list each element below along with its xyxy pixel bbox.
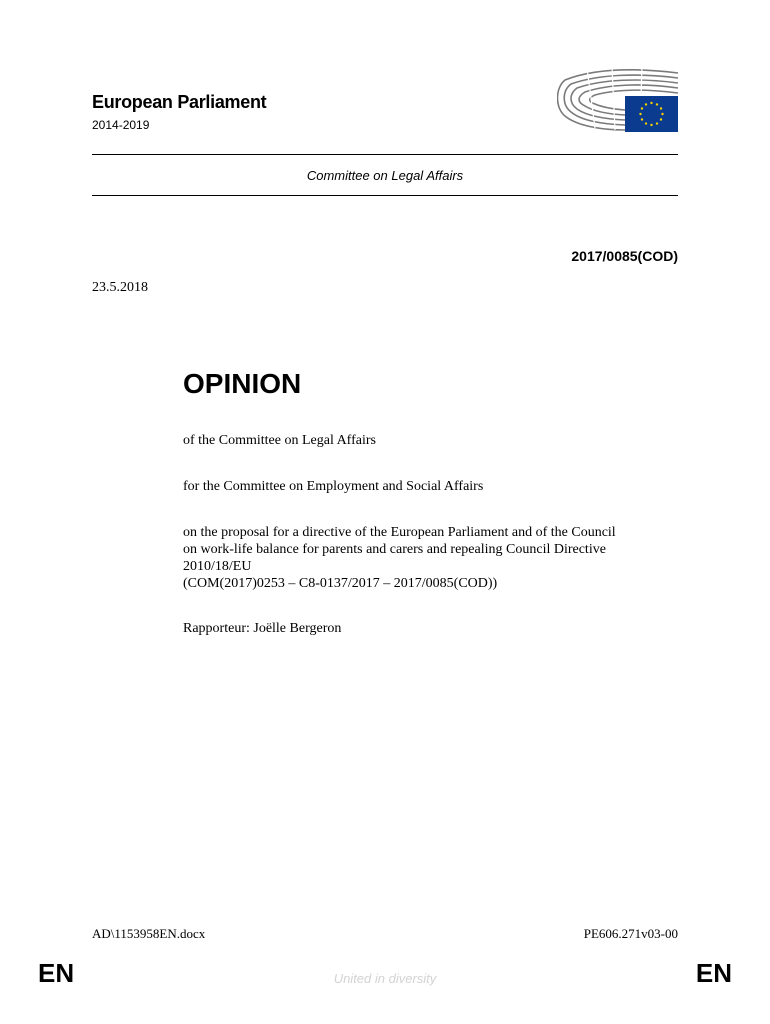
proposal-line: 2010/18/EU [183,559,252,574]
eu-star-icon [645,103,647,105]
eu-star-icon [660,107,662,109]
eu-star-icon [650,124,652,126]
rapporteur: Rapporteur: Joëlle Bergeron [183,621,342,636]
eu-star-icon [645,122,647,124]
proposal-line: on work-life balance for parents and carers and repealing Council Directive [183,542,606,557]
european-parliament-logo-icon [557,66,679,134]
institution-name: European Parliament [92,92,267,112]
eu-motto: United in diversity [333,971,437,986]
committee-name: Committee on Legal Affairs [306,168,464,183]
proposal-line: on the proposal for a directive of the European Parliament and of the Council [183,525,616,540]
document-date: 23.5.2018 [92,280,148,295]
eu-star-icon [641,118,643,120]
eu-star-icon [660,118,662,120]
eu-star-icon [661,113,663,115]
eu-star-icon [641,107,643,109]
language-code-left: EN [38,958,75,988]
proposal-reference: (COM(2017)0253 – C8-0137/2017 – 2017/0085(COD)) [183,576,498,591]
procedure-number: 2017/0085(COD) [571,248,678,264]
eu-star-icon [650,102,652,104]
document-type-title: OPINION [183,368,302,399]
header-rule-top [92,154,678,155]
proposal-title [183,524,683,592]
eu-star-icon [656,122,658,124]
lead-committee: for the Committee on Employment and Social Affairs [183,479,484,494]
eu-star-icon [639,113,641,115]
responsible-committee: of the Committee on Legal Affairs [183,433,376,448]
parliamentary-term: 2014-2019 [92,118,150,132]
language-code-right: EN [695,958,732,988]
pe-number: PE606.271v03-00 [583,926,678,941]
eu-star-icon [656,103,658,105]
header-rule-bottom [92,195,678,196]
document-reference: AD\1153958EN.docx [92,926,206,941]
